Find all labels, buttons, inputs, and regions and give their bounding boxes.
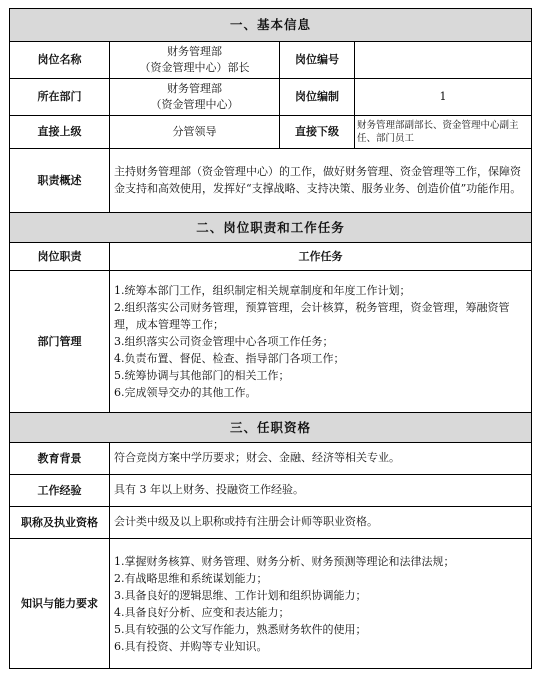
duties-column-label: 岗位职责: [10, 243, 110, 271]
section-header-duties: 二、岗位职责和工作任务: [10, 213, 532, 243]
department-line1: 财务管理部: [167, 82, 222, 95]
post-name-value: [110, 42, 280, 79]
duty-item: 1.统筹本部门工作，组织制定相关规章制度和年度工作计划；: [114, 284, 411, 297]
duty-list: [110, 271, 532, 413]
headcount-label: 岗位编制: [280, 79, 355, 116]
subordinate-label: 直接下级: [280, 116, 355, 149]
headcount-value: 1: [355, 79, 532, 116]
dept-management-label: 部门管理: [10, 271, 110, 413]
skill-item: 5.具有较强的公文写作能力，熟悉财务软件的使用；: [114, 622, 367, 636]
section-header-basic: 一、基本信息: [10, 9, 532, 42]
title-text: 会计类中级及以上职称或持有注册会计师等职业资格。: [110, 507, 532, 539]
duty-item: 3.组织落实公司资金管理中心各项工作任务；: [114, 335, 334, 348]
duty-item: 6.完成领导交办的其他工作。: [114, 386, 257, 399]
title-label: 职称及执业资格: [10, 507, 110, 539]
post-code-value: [355, 42, 532, 79]
experience-label: 工作经验: [10, 475, 110, 507]
post-code-label: 岗位编号: [280, 42, 355, 79]
section-header-qualifications: 三、任职资格: [10, 413, 532, 443]
skills-list: [110, 539, 532, 669]
education-label: 教育背景: [10, 443, 110, 475]
skill-item: 2.有战略思维和系统谋划能力；: [114, 571, 268, 585]
skill-item: 1.掌握财务核算、财务管理、财务分析、财务预测等理论和法律法规；: [114, 554, 455, 568]
post-name-line2: （资金管理中心）部长: [139, 61, 250, 74]
tasks-column-label: 工作任务: [110, 243, 532, 271]
subordinate-value: 财务管理部副部长、资金管理中心副主任、部门员工: [355, 116, 532, 149]
overview-label: 职责概述: [10, 149, 110, 213]
department-label: 所在部门: [10, 79, 110, 116]
education-text: 符合竞岗方案中学历要求；财会、金融、经济等相关专业。: [110, 443, 532, 475]
superior-label: 直接上级: [10, 116, 110, 149]
skill-item: 6.具有投资、并购等专业知识。: [114, 639, 268, 653]
skill-item: 3.具备良好的逻辑思维、工作计划和组织协调能力；: [114, 588, 367, 602]
job-description-table: [9, 8, 532, 669]
duty-item: 4.负责布置、督促、检查、指导部门各项工作；: [114, 352, 345, 365]
skills-label: 知识与能力要求: [10, 539, 110, 669]
overview-text: 主持财务管理部（资金管理中心）的工作，做好财务管理、资金管理等工作，保障资金支持和高效使用，发挥好“支撑战略、支持决策、服务业务、创造价值”功能作用。: [110, 149, 532, 213]
department-value: [110, 79, 280, 116]
experience-text: 具有 3 年以上财务、投融资工作经验。: [110, 475, 532, 507]
superior-value: 分管领导: [110, 116, 280, 149]
post-name-line1: 财务管理部: [167, 45, 222, 58]
skill-item: 4.具备良好分析、应变和表达能力；: [114, 605, 290, 619]
duty-item: 2.组织落实公司财务管理，预算管理，会计核算，税务管理，资金管理，筹融资管理，成本管理等工作；: [114, 301, 510, 331]
post-name-label: 岗位名称: [10, 42, 110, 79]
department-line2: （资金管理中心）: [150, 98, 239, 111]
duty-item: 5.统筹协调与其他部门的相关工作；: [114, 369, 290, 382]
